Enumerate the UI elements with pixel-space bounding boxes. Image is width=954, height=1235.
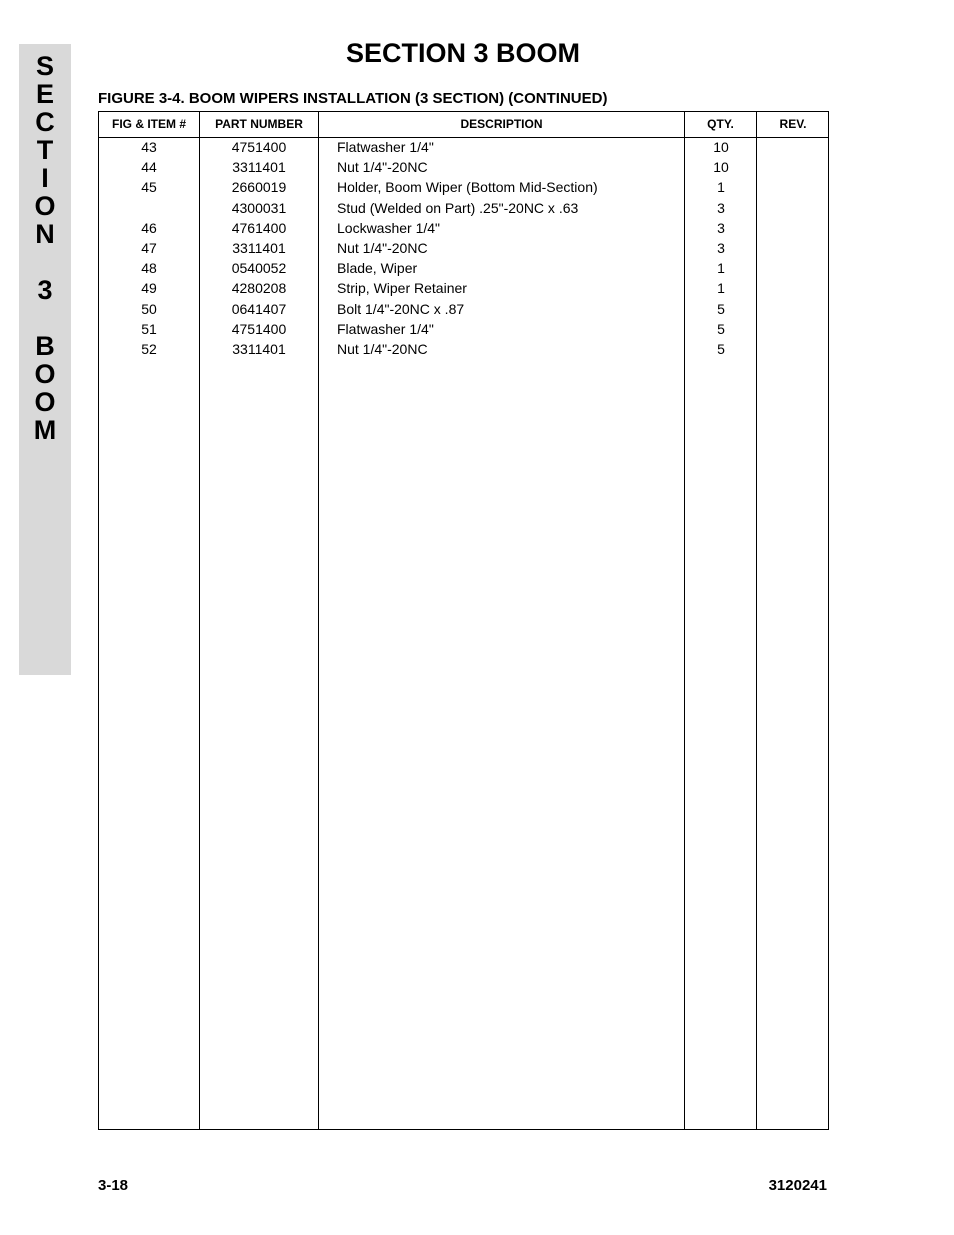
page-title: SECTION 3 BOOM xyxy=(345,38,581,68)
side-tab-letter: S xyxy=(35,51,54,81)
cell-qty: 5 xyxy=(717,320,725,337)
cell-qty: 1 xyxy=(717,260,725,277)
table-row xyxy=(99,341,828,361)
cell-description: Strip, Wiper Retainer xyxy=(337,280,467,297)
cell-item: 43 xyxy=(141,139,157,155)
side-tab-letter: B xyxy=(35,331,55,361)
cell-item: 48 xyxy=(141,260,157,277)
cell-qty: 5 xyxy=(717,300,725,317)
cell-part-number: 3311401 xyxy=(232,159,286,176)
cell-part-number: 4761400 xyxy=(231,219,287,236)
cell-description: Flatwasher 1/4" xyxy=(337,320,434,337)
table-row xyxy=(99,260,828,280)
cell-description: Nut 1/4"-20NC xyxy=(337,159,428,176)
cell-qty: 3 xyxy=(717,239,725,256)
parts-table xyxy=(98,111,829,1130)
side-tab-letter: C xyxy=(35,107,55,137)
side-tab-letter: 3 xyxy=(37,275,53,305)
cell-item: 45 xyxy=(141,179,157,196)
cell-description: Nut 1/4"-20NC xyxy=(337,340,428,357)
cell-qty: 3 xyxy=(717,199,725,216)
cell-part-number: 0641407 xyxy=(231,300,287,317)
header-part-number: PART NUMBER xyxy=(215,117,303,131)
cell-part-number: 4751400 xyxy=(231,139,287,155)
side-tab-letter: M xyxy=(33,415,57,445)
cell-item: 44 xyxy=(141,159,157,176)
section-side-tab xyxy=(19,44,71,675)
table-row xyxy=(99,179,828,199)
cell-qty: 10 xyxy=(713,159,729,176)
side-tab-letter: I xyxy=(41,163,49,193)
cell-part-number: 4300031 xyxy=(231,199,287,216)
cell-part-number: 4280208 xyxy=(231,280,287,297)
cell-qty: 3 xyxy=(717,219,725,236)
side-tab-letter: O xyxy=(34,191,56,221)
header-divider xyxy=(99,137,828,138)
cell-item: 47 xyxy=(141,239,157,256)
cell-part-number: 3311401 xyxy=(232,340,286,357)
cell-description: Bolt 1/4"-20NC x .87 xyxy=(337,300,465,317)
table-row xyxy=(99,220,828,240)
side-tab-letters xyxy=(19,52,71,444)
side-tab-letter: O xyxy=(34,387,56,417)
table-row xyxy=(99,200,828,220)
table-row xyxy=(99,159,828,179)
table-row xyxy=(99,139,828,159)
cell-description: Blade, Wiper xyxy=(337,260,418,277)
table-row xyxy=(99,321,828,341)
side-tab-letter: O xyxy=(34,359,56,389)
side-tab-letter: N xyxy=(35,219,55,249)
table-row xyxy=(99,301,828,321)
header-rev: REV. xyxy=(779,117,807,131)
cell-description: Lockwasher 1/4" xyxy=(337,219,441,236)
page-number: 3-18 xyxy=(98,1177,129,1194)
header-fig-item: FIG & ITEM # xyxy=(111,117,186,131)
cell-part-number: 0540052 xyxy=(231,260,287,277)
cell-item: 49 xyxy=(141,280,157,297)
cell-item: 52 xyxy=(141,340,157,357)
table-row xyxy=(99,280,828,300)
header-description: DESCRIPTION xyxy=(460,117,543,131)
document-number: 3120241 xyxy=(768,1177,827,1194)
cell-description: Stud (Welded on Part) .25"-20NC x .63 xyxy=(337,199,579,216)
cell-description: Holder, Boom Wiper (Bottom Mid-Section) xyxy=(337,179,598,196)
cell-item: 51 xyxy=(141,320,157,337)
cell-description: Flatwasher 1/4" xyxy=(337,139,434,155)
cell-qty: 1 xyxy=(717,179,725,196)
cell-item: 46 xyxy=(141,219,157,236)
cell-part-number: 3311401 xyxy=(232,239,286,256)
cell-item: 50 xyxy=(141,300,157,317)
table-body xyxy=(99,139,828,361)
cell-part-number: 4751400 xyxy=(231,320,287,337)
side-tab-letter: T xyxy=(36,135,54,165)
cell-qty: 10 xyxy=(713,139,729,155)
cell-qty: 1 xyxy=(717,280,725,297)
side-tab-letter: E xyxy=(35,79,54,109)
figure-title: FIGURE 3-4. BOOM WIPERS INSTALLATION (3 SECTION) (CONTINUED) xyxy=(98,90,608,107)
cell-description: Nut 1/4"-20NC xyxy=(337,239,428,256)
cell-part-number: 2660019 xyxy=(231,179,287,196)
cell-qty: 5 xyxy=(717,340,725,357)
table-row xyxy=(99,240,828,260)
header-qty: QTY. xyxy=(707,117,734,131)
